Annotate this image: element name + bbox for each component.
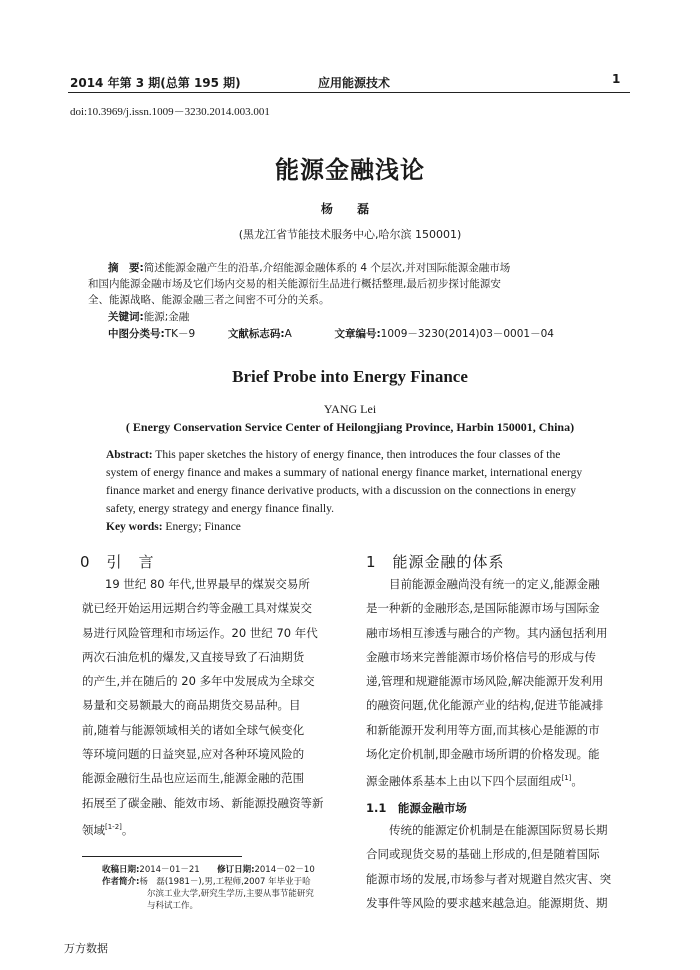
paragraph-line: 是一种新的金融形态,是国际能源市场与国际金 xyxy=(366,601,600,616)
bio-line: 尔滨工业大学,研究生学历,主要从事节能研究 xyxy=(147,889,314,899)
paragraph-line: 发事件等风险的要求越来越急迫。能源期货、期 xyxy=(366,895,608,910)
keywords-en: Energy; Finance xyxy=(165,521,241,533)
bio-label: 作者简介: xyxy=(102,877,140,887)
paragraph-line: 能源金融衍生品也应运而生,能源金融的范围 xyxy=(82,771,305,786)
clc-label: 中图分类号: xyxy=(108,328,165,340)
abstract-en-label: Abstract: xyxy=(106,449,153,461)
paragraph-line: 前,随着与能源领域相关的诸如全球气候变化 xyxy=(82,722,305,737)
author-cn: 杨 磊 xyxy=(320,202,380,216)
paragraph-line: 19 世纪 80 年代,世界最早的煤炭交易所 xyxy=(105,577,310,591)
paragraph-line: 源金融体系基本上由以下四个层面组成 xyxy=(366,774,562,789)
footnote-rule xyxy=(82,856,242,857)
keywords-cn: 能源;金融 xyxy=(143,311,190,323)
revised-date: 2014－02－10 xyxy=(254,865,315,875)
doc-code-value: A xyxy=(284,328,292,340)
abstract-cn xyxy=(88,260,608,342)
doc-code-label: 文献标志码: xyxy=(227,328,285,340)
bio-line: 与科试工作。 xyxy=(147,901,199,911)
citation: [1-2] xyxy=(105,822,122,831)
paragraph-line: 金融市场来完善能源市场价格信号的形成与传 xyxy=(366,649,596,664)
article-no-value: 1009－3230(2014)03－0001－04 xyxy=(380,328,554,340)
received-label: 收稿日期: xyxy=(102,865,140,875)
watermark: 万方数据 xyxy=(64,942,108,955)
keywords-en-label: Key words: xyxy=(106,521,163,533)
end-punct: 。 xyxy=(571,774,583,789)
abstract-cn-line: 全、能源战略、能源金融三者之间密不可分的关系。 xyxy=(88,294,330,306)
citation: [1] xyxy=(561,774,572,783)
paragraph-line: 传统的能源定价机制是在能源国际贸易长期 xyxy=(389,823,608,837)
paragraph-line: 的融资问题,优化能源产业的结构,促进节能减排 xyxy=(366,698,604,713)
paragraph-line: 拓展至了碳金融、能效市场、新能源投融资等新 xyxy=(82,795,324,810)
title-cn: 能源金融浅论 xyxy=(275,156,425,184)
end-punct: 。 xyxy=(121,822,134,837)
section-0-heading: 0 引 言 xyxy=(80,553,155,571)
keywords-cn-label: 关键词: xyxy=(108,311,144,323)
abstract-en-line: system of energy finance and makes a summary of national energy finance market, international energy xyxy=(106,467,583,479)
author-en: YANG Lei xyxy=(323,402,377,416)
journal-name: 应用能源技术 xyxy=(318,76,391,90)
journal-issue: 2014 年第 3 期(总第 195 期) xyxy=(70,76,241,90)
section-1-heading: 1 能源金融的体系 xyxy=(366,553,505,571)
revised-label: 修订日期: xyxy=(217,865,255,875)
received-date: 2014－01－21 xyxy=(139,865,200,875)
abstract-en-line: finance market and energy finance derivative products, with a discussion on the connections in energy xyxy=(106,485,576,497)
bio-line: 杨 磊(1981－),男,工程师,2007 年毕业于哈 xyxy=(139,877,311,887)
subsection-1-1-body xyxy=(366,818,634,915)
footnote xyxy=(102,864,352,912)
paragraph-line: 合同或现货交易的基础上形成的,但是随着国际 xyxy=(366,847,600,862)
clc-value: TK－9 xyxy=(164,328,196,340)
paragraph-line: 两次石油危机的爆发,又直接导致了石油期货 xyxy=(82,649,305,664)
title-en: Brief Probe into Energy Finance xyxy=(232,367,468,386)
paragraph-line: 易量和交易额最大的商品期货交易品种。目 xyxy=(82,698,301,713)
section-0-body xyxy=(82,572,348,842)
paragraph-line: 递,管理和规避能源市场风险,解决能源开发利用 xyxy=(366,674,604,689)
abstract-cn-line: 和国内能源金融市场及它们场内交易的相关能源衍生品进行概括整理,最后初步探讨能源安 xyxy=(88,278,501,290)
article-no-label: 文章编号: xyxy=(334,328,381,340)
page-number: 1 xyxy=(612,72,621,86)
paragraph-line: 易进行风险管理和市场运作。20 世纪 70 年代 xyxy=(82,625,318,640)
paragraph-line: 目前能源金融尚没有统一的定义,能源金融 xyxy=(389,577,600,591)
affiliation-en: ( Energy Conservation Service Center of Heilongjiang Province, Harbin 150001, China) xyxy=(125,420,575,434)
paragraph-line: 的产生,并在随后的 20 多年中发展成为全球交 xyxy=(82,674,315,689)
header-rule xyxy=(68,92,630,93)
affiliation-cn: (黑龙江省节能技术服务中心,哈尔滨 150001) xyxy=(238,228,462,241)
abstract-cn-label: 摘 要: xyxy=(108,262,144,274)
paragraph-line: 融市场相互渗透与融合的产物。其内涵包括利用 xyxy=(366,625,608,640)
paragraph-line: 场化定价机制,即金融市场所谓的价格发现。能 xyxy=(366,747,600,762)
subsection-1-1-heading: 1.1 能源金融市场 xyxy=(366,801,467,815)
section-1-body xyxy=(366,572,634,794)
abstract-en-line: safety, energy strategy and energy finance finally. xyxy=(106,503,334,515)
abstract-en xyxy=(106,446,606,536)
abstract-en-line: This paper sketches the history of energy finance, then introduces the four classes of the xyxy=(155,449,561,461)
doi: doi:10.3969/j.issn.1009－3230.2014.003.001 xyxy=(70,106,270,118)
abstract-cn-line: 简述能源金融产生的沿革,介绍能源金融体系的 4 个层次,并对国际能源金融市场 xyxy=(143,262,511,274)
paragraph-line: 领域 xyxy=(82,822,105,837)
paragraph-line: 和新能源开发利用等方面,而其核心是能源的市 xyxy=(366,722,600,737)
paragraph-line: 等环境问题的日益突显,应对各种环境风险的 xyxy=(82,747,305,762)
paragraph-line: 就已经开始运用远期合约等金融工具对煤炭交 xyxy=(82,601,312,616)
paragraph-line: 能源市场的发展,市场参与者对规避自然灾害、突 xyxy=(366,871,612,886)
